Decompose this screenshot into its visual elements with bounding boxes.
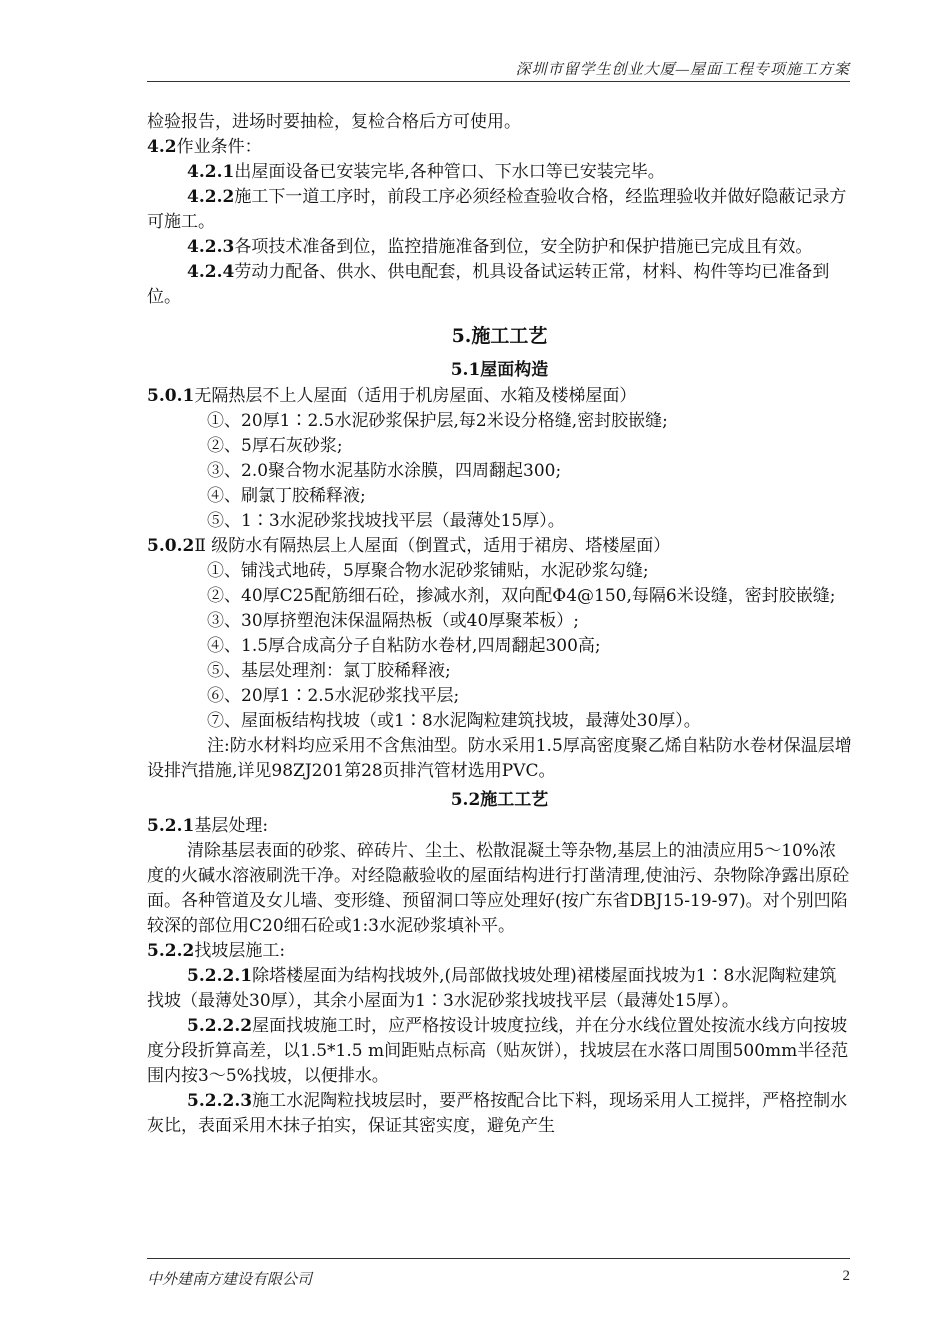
section-text: 找坡层施工: xyxy=(194,941,286,961)
section-number: 5.2.2.2 xyxy=(187,1016,253,1036)
list-item: ③、2.0聚合物水泥基防水涂膜，四周翻起300; xyxy=(207,461,562,481)
list-item: ③、30厚挤塑泡沫保温隔热板（或40厚聚苯板）; xyxy=(207,611,579,631)
section-text: 作业条件： xyxy=(176,137,262,157)
section-number: 4.2.2 xyxy=(187,187,235,207)
section-text: 出屋面设备已安装完毕,各种管口、下水口等已安装完毕。 xyxy=(234,162,665,182)
section-number: 4.2.1 xyxy=(187,162,235,182)
chapter-heading: 5.施工工艺 xyxy=(451,325,548,347)
header-title: 深圳市留学生创业大厦—屋面工程专项施工方案 xyxy=(515,62,850,78)
footer-company: 中外建南方建设有限公司 xyxy=(147,1272,313,1288)
document-body xyxy=(147,110,852,1139)
item-5-2-2-2 xyxy=(147,1014,852,1089)
page-number: 2 xyxy=(842,1268,850,1284)
header-divider xyxy=(147,81,850,82)
item-4-2-4 xyxy=(147,260,852,310)
list-item: ①、20厚1∶2.5水泥砂浆保护层,每2米设分格缝,密封胶嵌缝; xyxy=(207,411,668,431)
list-item: ⑥、20厚1∶2.5水泥砂浆找平层; xyxy=(207,686,460,706)
section-number: 5.2.2.1 xyxy=(187,966,253,986)
section-number: 5.2.2 xyxy=(147,941,195,961)
paragraph: 检验报告，进场时要抽检，复检合格后方可使用。 xyxy=(147,112,521,132)
list-item: ⑦、屋面板结构找坡（或1∶8水泥陶粒建筑找坡，最薄处30厚）。 xyxy=(207,711,701,731)
list-item: ④、刷氯丁胶稀释液; xyxy=(207,486,366,506)
list-item: ⑤、1∶3水泥砂浆找坡找平层（最薄处15厚）。 xyxy=(207,511,565,531)
item-5-2-2-3 xyxy=(147,1089,852,1139)
section-heading: 5.2施工工艺 xyxy=(450,790,549,810)
section-number: 5.2.1 xyxy=(147,816,195,836)
list-item: ④、1.5厚合成高分子自粘防水卷材,四周翻起300高; xyxy=(207,636,601,656)
section-text: 无隔热层不上人屋面（适用于机房屋面、水箱及楼梯屋面） xyxy=(194,386,637,406)
footer-divider xyxy=(147,1258,850,1259)
section-heading: 5.1屋面构造 xyxy=(450,360,549,380)
paragraph: 清除基层表面的砂浆、碎砖片、尘土、松散混凝土等杂物,基层上的油渍应用5～10%浓度的火碱水溶液刷洗干净。对经隐蔽验收的屋面结构进行打凿清理,使油污、杂物除净露出原砼面。各种管道及女儿墙、变形缝、预留洞口等应处理好(按广东省DBJ15-19-97)。对个别凹陷较深的部位用C20细石砼或1:3水泥砂浆填补平。 xyxy=(147,841,850,936)
section-number: 4.2 xyxy=(147,137,177,157)
list-item: ②、5厚石灰砂浆; xyxy=(207,436,343,456)
section-number: 4.2.3 xyxy=(187,237,235,257)
section-number: 4.2.4 xyxy=(187,262,235,282)
item-5-2-2 xyxy=(147,939,852,964)
item-5-0-1 xyxy=(147,384,852,409)
item-4-2-1 xyxy=(147,160,852,185)
section-text: 基层处理: xyxy=(194,816,269,836)
section-number: 5.2.2.3 xyxy=(187,1091,253,1111)
section-text: 施工下一道工序时，前段工序必须经检查验收合格，经监理验收并做好隐蔽记录方可施工。 xyxy=(147,187,847,232)
item-5-0-2 xyxy=(147,534,852,559)
list-item-text: ②、40厚C25配筋细石砼，掺减水剂，双向配Φ4@150,每隔6米设缝，密封胶嵌缝; xyxy=(207,586,836,606)
section-text: 各项技术准备到位，监控措施准备到位，安全防护和保护措施已完成且有效。 xyxy=(234,237,813,257)
list-item xyxy=(147,584,852,609)
section-text: 除塔楼屋面为结构找坡外,(局部做找坡处理)裙楼屋面找坡为1∶8水泥陶粒建筑找坡（最薄处30厚），其余小屋面为1∶3水泥砂浆找坡找平层（最薄处15厚）。 xyxy=(147,966,837,1011)
section-text: Ⅱ 级防水有隔热层上人屋面（倒置式，适用于裙房、塔楼屋面） xyxy=(194,536,671,556)
section-text: 屋面找坡施工时，应严格按设计坡度拉线，并在分水线位置处按流水线方向按坡度分段折算高差，以1.5*1.5 m间距贴点标高（贴灰饼），找坡层在水落口周围500mm半径范围内按3～5%找坡，以便排水。 xyxy=(147,1016,849,1086)
item-5-2-2-1 xyxy=(147,964,852,1014)
section-4-2 xyxy=(147,135,852,160)
item-5-2-1 xyxy=(147,814,852,839)
section-text: 劳动力配备、供水、供电配套，机具设备试运转正常，材料、构件等均已准备到位。 xyxy=(147,262,830,307)
section-number: 5.0.1 xyxy=(147,386,195,406)
item-4-2-3 xyxy=(147,235,852,260)
list-item: ⑤、基层处理剂：氯丁胶稀释液; xyxy=(207,661,451,681)
section-text: 施工水泥陶粒找坡层时，要严格按配合比下料，现场采用人工搅拌，严格控制水灰比，表面采用木抹子拍实，保证其密实度，避免产生 xyxy=(147,1091,848,1136)
note-paragraph: 注:防水材料均应采用不含焦油型。防水采用1.5厚高密度聚乙烯自粘防水卷材保温层增设排汽措施,详见98ZJ201第28页排汽管材选用PVC。 xyxy=(147,736,852,781)
list-item: ①、铺浅式地砖，5厚聚合物水泥砂浆铺贴，水泥砂浆勾缝; xyxy=(207,561,649,581)
section-number: 5.0.2 xyxy=(147,536,195,556)
item-4-2-2 xyxy=(147,185,852,235)
